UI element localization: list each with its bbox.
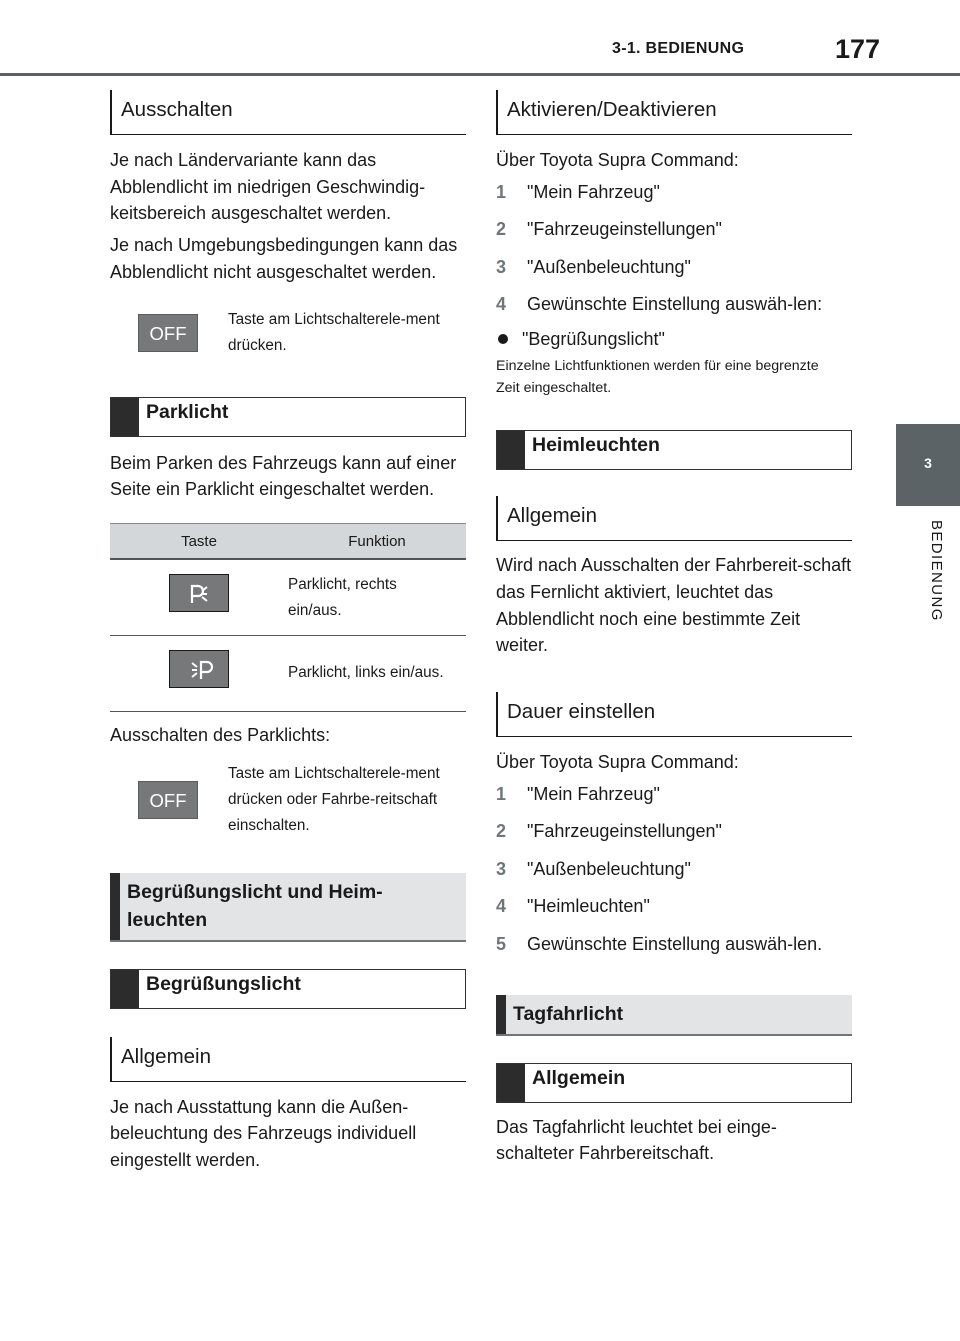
step <box>496 816 852 846</box>
table-cell <box>110 635 288 711</box>
chapter-label: BEDIENUNG <box>928 520 945 622</box>
step <box>496 854 852 884</box>
step <box>496 779 852 809</box>
step-text: Gewünschte Einstellung auswäh-len. <box>527 933 823 954</box>
bullet-text: "Begrüßungslicht" <box>522 329 665 350</box>
step-text: "Mein Fahrzeug" <box>527 181 660 202</box>
off-key: OFF <box>138 781 198 819</box>
step-number: 2 <box>496 219 507 240</box>
heading-text: Begrüßungslicht <box>146 972 301 995</box>
step-number: 1 <box>496 783 507 804</box>
heading-bar <box>497 1064 525 1102</box>
heading-bar <box>111 970 139 1008</box>
paragraph: Das Tagfahrlicht leuchtet bei einge-schalteter Fahrbereitschaft. <box>496 1116 777 1164</box>
paragraph: Ausschalten des Parklichts: <box>110 724 331 745</box>
step-number: 3 <box>496 256 507 277</box>
step <box>496 177 852 207</box>
paragraph: Je nach Ausstattung kann die Außen-beleuchtung des Fahrzeugs individuell eingestellt werden. <box>110 1096 417 1171</box>
step-number: 1 <box>496 181 507 202</box>
step-number: 3 <box>496 858 507 879</box>
function-text: Parklicht, links ein/aus. <box>288 664 444 682</box>
table-header: Taste <box>110 523 288 559</box>
table-cell <box>288 635 466 711</box>
heading-allgemein <box>496 1063 852 1103</box>
paragraph: Wird nach Ausschalten der Fahrbereit-schaft das Fernlicht aktiviert, leuchtet das Abblendlicht noch eine bestimmte Zeit weiter. <box>496 555 852 656</box>
step-number: 5 <box>496 933 507 954</box>
heading-text: Heimleuchten <box>532 434 660 457</box>
step <box>496 929 852 959</box>
step-number: 2 <box>496 821 507 842</box>
chapter-tab <box>896 424 960 506</box>
step-text: "Fahrzeugeinstellungen" <box>527 219 722 240</box>
heading-begruessungslicht <box>110 969 466 1009</box>
heading-bar <box>496 995 506 1034</box>
heading-dauer: Dauer einstellen <box>496 692 852 737</box>
table-cell <box>288 559 466 635</box>
heading-text: Tagfahrlicht <box>513 1002 624 1025</box>
key-row <box>110 307 466 359</box>
key-row <box>110 761 466 839</box>
paragraph: Über Toyota Supra Command: <box>496 150 739 170</box>
off-key: OFF <box>138 314 198 352</box>
heading-bar <box>497 431 525 469</box>
table-row <box>110 559 466 635</box>
step-number: 4 <box>496 896 507 917</box>
parking-light-right-icon <box>169 574 229 612</box>
header-rule <box>0 73 960 76</box>
page-number: 177 <box>835 34 881 64</box>
heading-text: Allgemein <box>532 1066 626 1089</box>
bullet-item <box>496 325 852 353</box>
step-text: "Fahrzeugeinstellungen" <box>527 821 722 842</box>
heading-heimleuchten <box>496 430 852 470</box>
right-column <box>496 90 852 1167</box>
heading-allgemein: Allgemein <box>496 496 852 541</box>
step <box>496 214 852 244</box>
heading-begruessung-heim <box>110 873 466 942</box>
step-text: "Außenbeleuchtung" <box>527 256 691 277</box>
bullet-dot <box>496 325 522 353</box>
heading-allgemein: Allgemein <box>110 1037 466 1082</box>
heading-text: Begrüßungslicht und Heim-leuchten <box>127 880 383 931</box>
step <box>496 891 852 921</box>
table-row <box>110 635 466 711</box>
paragraph: Über Toyota Supra Command: <box>496 752 739 773</box>
table-header: Funktion <box>288 523 466 559</box>
step <box>496 252 852 282</box>
chapter-number: 3 <box>924 455 932 471</box>
paragraph: Je nach Umgebungsbedingungen kann das Abblendlicht nicht ausgeschaltet werden. <box>110 235 458 282</box>
step-text: "Außenbeleuchtung" <box>527 858 691 879</box>
heading-bar <box>110 873 120 940</box>
note: Einzelne Lichtfunktionen werden für eine begrenzte Zeit eingeschaltet. <box>496 358 819 397</box>
step <box>496 289 852 319</box>
function-text: Parklicht, rechts ein/aus. <box>288 575 397 619</box>
parking-light-left-icon <box>169 650 229 688</box>
table-cell <box>110 559 288 635</box>
step-text: "Heimleuchten" <box>527 896 650 917</box>
step-text: Gewünschte Einstellung auswäh-len: <box>527 294 823 315</box>
step-number: 4 <box>496 294 507 315</box>
key-description: Taste am Lichtschalterele-ment drücken oder Fahrbe-reitschaft einschalten. <box>228 764 440 834</box>
paragraph: Beim Parken des Fahrzeugs kann auf einer Seite ein Parklicht eingeschaltet werden. <box>110 452 457 500</box>
heading-parklicht <box>110 397 466 437</box>
step-text: "Mein Fahrzeug" <box>527 783 660 804</box>
left-column <box>110 90 466 1174</box>
heading-text: Parklicht <box>146 400 229 423</box>
key-description: Taste am Lichtschalterele-ment drücken. <box>228 310 440 354</box>
parklicht-table <box>110 523 466 712</box>
heading-bar <box>111 398 139 436</box>
heading-ausschalten: Ausschalten <box>110 90 466 135</box>
paragraph: Je nach Ländervariante kann das Abblendlicht im niedrigen Geschwindig-keitsbereich ausgeschaltet werden. <box>110 150 426 224</box>
heading-aktivieren: Aktivieren/Deaktivieren <box>496 90 852 135</box>
heading-tagfahrlicht <box>496 995 852 1036</box>
section-title: 3-1. BEDIENUNG <box>612 40 745 57</box>
